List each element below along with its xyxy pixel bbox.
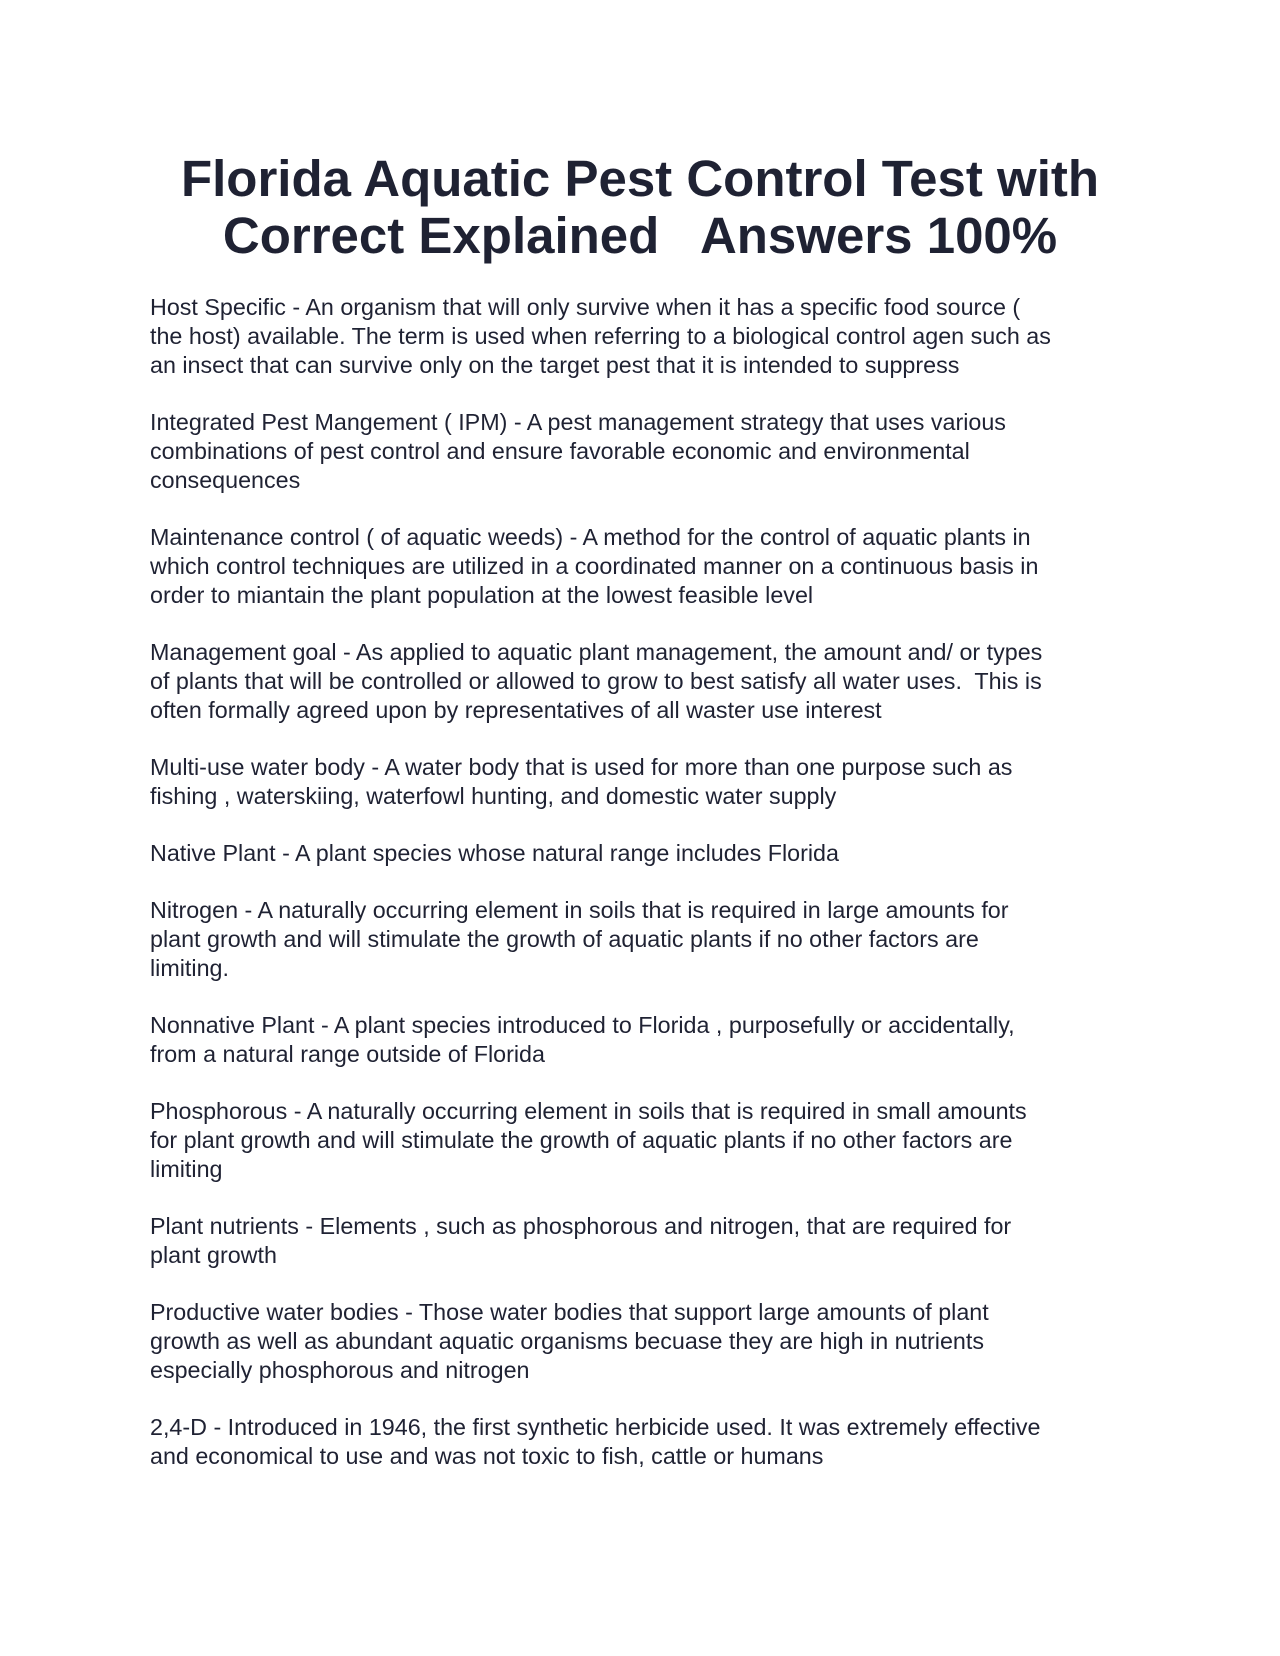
- entry-line: from a natural range outside of Florida: [150, 1041, 545, 1067]
- entry-line: order to miantain the plant population at the lowest feasible level: [150, 582, 814, 608]
- entry-line: Integrated Pest Mangement ( IPM) - A pest management strategy that uses various: [150, 409, 1006, 435]
- entry-line: Productive water bodies - Those water bodies that support large amounts of plant: [150, 1299, 989, 1325]
- entry-line: especially phosphorous and nitrogen: [150, 1357, 530, 1383]
- entry-line: Host Specific - An organism that will only survive when it has a specific food source (: [150, 294, 1021, 320]
- definition-productive-water-bodies: [150, 1298, 1125, 1385]
- entry-line: Native Plant - A plant species whose natural range includes Florida: [150, 840, 839, 866]
- definition-integrated-pest-management: [150, 408, 1125, 495]
- entry-line: Phosphorous - A naturally occurring element in soils that is required in small amounts: [150, 1098, 1027, 1124]
- entry-line: often formally agreed upon by representatives of all waster use interest: [150, 697, 882, 723]
- definition-maintenance-control: [150, 523, 1125, 610]
- entry-line: limiting.: [150, 955, 229, 981]
- definition-native-plant: [150, 839, 1125, 868]
- entry-line: combinations of pest control and ensure favorable economic and environmental: [150, 438, 970, 464]
- definition-list: [150, 293, 1125, 1499]
- definition-phosphorous: [150, 1097, 1125, 1184]
- entry-line: which control techniques are utilized in a coordinated manner on a continuous basis in: [150, 553, 1039, 579]
- entry-line: and economical to use and was not toxic to fish, cattle or humans: [150, 1443, 824, 1469]
- entry-line: Plant nutrients - Elements , such as phosphorous and nitrogen, that are required for: [150, 1213, 1012, 1239]
- entry-line: Maintenance control ( of aquatic weeds) - A method for the control of aquatic plants in: [150, 524, 1031, 550]
- entry-line: for plant growth and will stimulate the growth of aquatic plants if no other factors are: [150, 1127, 1013, 1153]
- entry-line: Nitrogen - A naturally occurring element in soils that is required in large amounts for: [150, 897, 1009, 923]
- entry-line: plant growth and will stimulate the growth of aquatic plants if no other factors are: [150, 926, 979, 952]
- entry-line: fishing , waterskiing, waterfowl hunting, and domestic water supply: [150, 783, 837, 809]
- document-title: Florida Aquatic Pest Control Test with Correct Explained Answers 100%: [180, 150, 1100, 264]
- entry-line: the host) available. The term is used when referring to a biological control agen such as: [150, 323, 1051, 349]
- definition-nonnative-plant: [150, 1011, 1125, 1069]
- entry-line: growth as well as abundant aquatic organisms becuase they are high in nutrients: [150, 1328, 985, 1354]
- definition-plant-nutrients: [150, 1212, 1125, 1270]
- entry-line: plant growth: [150, 1242, 277, 1268]
- entry-line: Management goal - As applied to aquatic plant management, the amount and/ or types: [150, 639, 1043, 665]
- definition-management-goal: [150, 638, 1125, 725]
- entry-line: limiting: [150, 1156, 223, 1182]
- entry-line: an insect that can survive only on the target pest that it is intended to suppress: [150, 352, 960, 378]
- definition-nitrogen: [150, 896, 1125, 983]
- entry-line: Nonnative Plant - A plant species introduced to Florida , purposefully or accidentally,: [150, 1012, 1015, 1038]
- entry-line: Multi-use water body - A water body that is used for more than one purpose such as: [150, 754, 1013, 780]
- entry-line: of plants that will be controlled or allowed to grow to best satisfy all water uses. This is: [150, 668, 1042, 694]
- definition-multi-use-water-body: [150, 753, 1125, 811]
- definition-host-specific: [150, 293, 1125, 380]
- entry-line: consequences: [150, 467, 301, 493]
- definition-2-4-d: [150, 1413, 1125, 1471]
- entry-line: 2,4-D - Introduced in 1946, the first synthetic herbicide used. It was extremely effective: [150, 1414, 1041, 1440]
